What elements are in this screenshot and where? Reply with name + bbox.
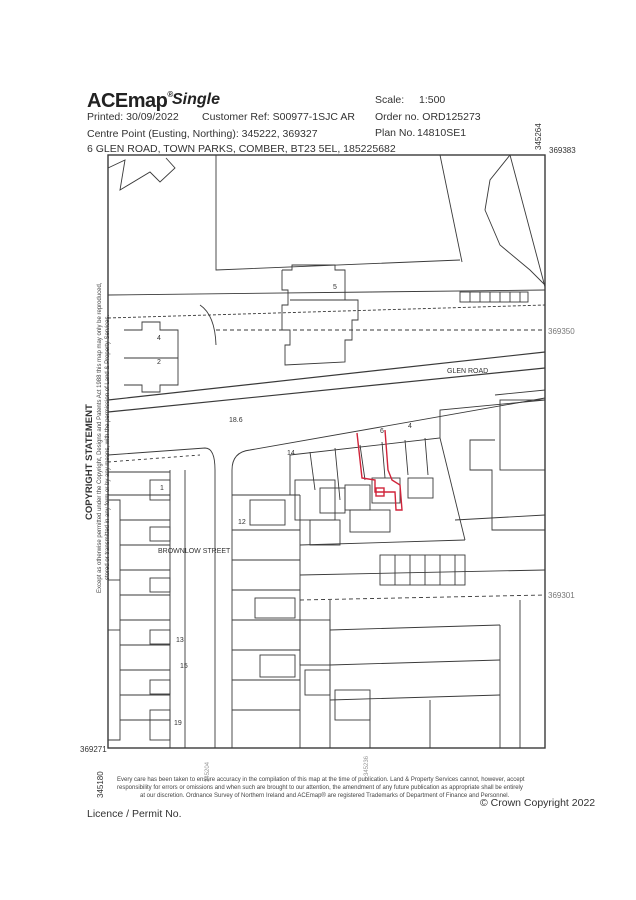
- printed-date: Printed: 30/09/2022: [87, 111, 179, 123]
- spot-height-label: 18.6: [229, 417, 243, 424]
- northing-top: 369383: [549, 146, 576, 155]
- plot-boundary: [108, 305, 545, 318]
- house-number-13: 13: [176, 637, 184, 644]
- easting-bottom-center: 345236: [364, 755, 370, 776]
- customer-ref: Customer Ref: S00977-1SJC AR: [202, 111, 355, 123]
- west-terrace: [108, 472, 170, 740]
- disclaimer-line-3: at our discretion. Ordnance Survey of Northern Ireland and ACEmap® are registered Trademarks of Department of Finance and Personnel.: [140, 793, 510, 799]
- order-number: Order no. ORD125273: [375, 111, 481, 123]
- copyright-statement-title: COPYRIGHT STATEMENT: [84, 404, 95, 520]
- house-number-14: 14: [287, 450, 295, 457]
- house-number-4-east: 4: [408, 423, 412, 430]
- building-fragment: [108, 158, 175, 190]
- northing-lower: 369301: [548, 591, 575, 600]
- plot-boundary: [108, 290, 545, 295]
- building-5: [282, 265, 358, 365]
- northing-bottom: 369271: [80, 745, 107, 754]
- house-number-19: 19: [174, 720, 182, 727]
- scale-value: 1:500: [419, 94, 446, 106]
- map-frame: [108, 155, 545, 748]
- east-terrace: [232, 495, 330, 748]
- product-name: Single: [172, 91, 221, 108]
- house-number-6: 6: [380, 428, 384, 435]
- glen-road-terrace: [290, 400, 545, 575]
- disclaimer-line-1: Every care has been taken to ensure accuracy in the compilation of this map at the time of publication. Land & Property Services cannot, however, accept: [117, 777, 525, 783]
- copyright-statement-line2: stored or transmitted in any form or by any means, with the permission of Land & Property Services.: [105, 314, 111, 580]
- glen-road-north-edge: [108, 352, 545, 400]
- house-number-1: 1: [160, 485, 164, 492]
- house-number-5: 5: [333, 284, 337, 291]
- glen-road-south-edge: [232, 398, 545, 470]
- licence-label: Licence / Permit No.: [87, 808, 182, 820]
- field-boundary: [510, 155, 545, 287]
- brownlow-street-label: BROWNLOW STREET: [158, 548, 231, 555]
- easting-bottom: 345180: [96, 771, 105, 798]
- field-boundary: [216, 155, 460, 270]
- easting-bottom-mid: 345204: [205, 761, 211, 782]
- property-address: 6 GLEN ROAD, TOWN PARKS, COMBER, BT23 5EL, 185225682: [87, 143, 396, 155]
- field-boundary: [440, 155, 462, 262]
- crown-copyright: © Crown Copyright 2022: [480, 797, 596, 809]
- building-east: [470, 390, 545, 530]
- garages: [380, 555, 465, 585]
- scale-label: Scale:: [375, 94, 405, 106]
- house-number-12: 12: [238, 519, 246, 526]
- copyright-statement-line1: Except as otherwise permitted under the Copyright, Designs and Patents Act 1988 this map may only be reproduced,: [97, 282, 103, 593]
- plot-boundary: [200, 305, 216, 345]
- northing-mid: 369350: [548, 327, 575, 336]
- house-number-2: 2: [157, 359, 161, 366]
- house-number-15: 15: [180, 663, 188, 670]
- glen-road-south-edge: [108, 448, 215, 470]
- easting-top: 345264: [534, 123, 543, 150]
- disclaimer-line-2: responsibility for errors or omissions and when such are brought to our attention, the amendment of any future publication as appropriate shall be entirely: [117, 785, 523, 791]
- building-4-2: [124, 322, 178, 392]
- plan-no-value: 14810SE1: [417, 127, 467, 139]
- brand-logo: ACEmap®: [87, 90, 173, 112]
- plan-no-label: Plan No.: [375, 127, 416, 139]
- glen-road-label: GLEN ROAD: [447, 368, 489, 375]
- centre-point: Centre Point (Eusting, Northing): 345222, 369327: [87, 128, 318, 140]
- house-number-4: 4: [157, 335, 161, 342]
